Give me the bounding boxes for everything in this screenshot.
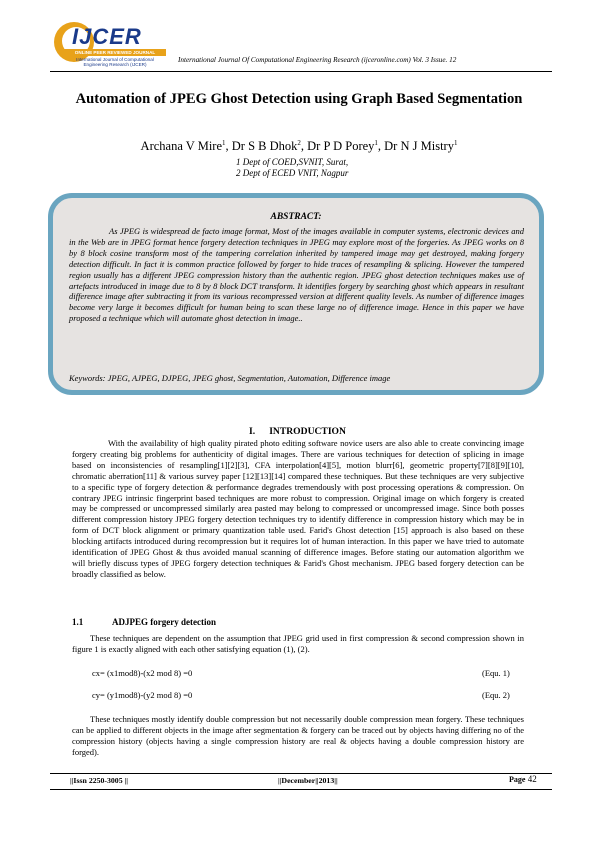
author-name: Dr P D Porey: [307, 139, 375, 154]
equation-2-label: (Equ. 2): [482, 690, 510, 700]
header-divider: [50, 71, 552, 72]
author-separator: ,: [300, 139, 308, 154]
footer-issn: ||Issn 2250-3005 ||: [70, 776, 128, 785]
author-affiliation-marker: 1: [453, 139, 458, 147]
page-label: Page: [509, 775, 526, 784]
abstract-text: As JPEG is widespread de facto image format, Most of the images available in computer systems, electronic devices and in the Web are in JPEG format hence forgery detection techniques in JPEG may explore most of the forgeries. As JPEG works on 8 by 8 block cosine transform most of the tampering correlation inherited by tampered image may get destroyed, making forgery detection difficult. In fact it is common practice followed by forger to hide traces of resampling & splicing. However the tampered region usually has a different JPEG compression history than the authentic region. JPEG ghost detection techniques makes use of artefacts introduced in image due to 8 by 8 block DCT transform. It identifies forgery by searching ghost which appears in resultant difference image after subtracting it from its various recompressed version at different quality levels. As number of difference images become very large it becomes difficult for human being to scan these large no of difference image. Hence in this paper we have proposed a technique which will automate ghost detection in image..: [69, 226, 524, 324]
equation-2: cy= (y1mod8)-(y2 mod 8) =0: [92, 690, 193, 700]
keywords: Keywords: JPEG, AJPEG, DJPEG, JPEG ghost, Segmentation, Automation, Difference image: [69, 373, 391, 383]
footer-date: ||December||2013||: [278, 776, 338, 785]
subsection-title: ADJPEG forgery detection: [112, 617, 216, 627]
abstract-heading: ABSTRACT:: [270, 212, 322, 222]
footer-divider-top: [50, 773, 552, 774]
author-separator: ,: [377, 139, 385, 154]
logo-tagline: ONLINE PEER REVIEWED JOURNAL: [64, 49, 166, 56]
subsection-heading: [72, 617, 216, 627]
affiliation-2: 2 Dept of ECED VNIT, Nagpur: [236, 168, 349, 178]
journal-header: International Journal Of Computational Engineering Research (ijceronline.com) Vol. 3 Issue. 12: [178, 56, 457, 64]
double-compression-paragraph: These techniques mostly identify double compression but not necessarily double compression mean forgery. These techniques can be applied to different objects in the image after segmentation & forgery can be traced out by objects having differing no of the compression history (objects having a single compression history are real & objects having a double compression history are forged).: [72, 714, 524, 757]
author-separator: ,: [225, 139, 232, 154]
introduction-paragraph: With the availability of high quality pirated photo editing software novice users are also able to create convincing image forgery creating big problems for authenticity of digital images. There are various techniques for detection of splicing in image based on inconsistencies of resampling[1][2][3], CFA interpolation[4][5], motion blurr[6], geometric property[7][8][9][10], chromatic aberration[11] & various survey paper [12][13][14] compared these techniques. But these techniques are very subjective to a specific type of forgery detection & performance degrades tremendously with post processing operations & compression. On contrary JPEG intrinsic fingerprint based techniques are more robust to compression. Original image on which forgery is created may be compressed or uncompressed similarly area pasted may belong to compressed or uncompressed image. Since both posses different compression history JPEG forgery detection techniques try to identify difference in compression history which may be in form of DCT block alignment or primary quantization table used. Farid's Ghost detection [15] approach is also based on these blocking artifacts introduced during recompression but it requires lot of human interaction. In this paper we have tried to automate identification of JPEG Ghost & thus avoided manual scanning of difference images. Before stating our automation algorithm we will briefly discuss types of JPEG forgery detection techniques & Farid's Ghost mechanism. JPEG based forgery detection can be broadly classified as below.: [72, 438, 524, 579]
abstract-box: [48, 193, 544, 395]
adjpeg-paragraph: These techniques are dependent on the assumption that JPEG grid used in first compression & second compression shown in figure 1 is exactly aligned with each other satisfying equation (1), (2).: [72, 633, 524, 654]
equation-1-label: (Equ. 1): [482, 668, 510, 678]
author-name: Archana V Mire: [140, 139, 223, 154]
author-name: Dr N J Mistry: [384, 139, 454, 154]
section-title: INTRODUCTION: [269, 426, 346, 437]
page-number: 42: [527, 774, 537, 784]
author-affiliation-marker: 1: [374, 139, 378, 147]
journal-logo: [50, 18, 170, 70]
logo-name: IJCER: [72, 24, 142, 49]
author-list: [60, 139, 538, 154]
equation-1: cx= (x1mod8)-(x2 mod 8) =0: [92, 668, 193, 678]
section-number: I.: [249, 426, 256, 437]
author-affiliation-marker: 1: [222, 139, 226, 147]
affiliation-1: 1 Dept of COED,SVNIT, Surat,: [236, 157, 349, 167]
logo-subtitle: International Journal of Computational Engineering Research (IJCER): [76, 57, 154, 68]
author-name: Dr S B Dhok: [231, 139, 298, 154]
footer-page-number: [509, 774, 537, 784]
subsection-number: 1.1: [72, 617, 84, 627]
author-affiliation-marker: 2: [297, 139, 301, 147]
paper-title: Automation of JPEG Ghost Detection using Graph Based Segmentation: [75, 91, 523, 107]
section-heading-introduction: [0, 426, 595, 437]
footer-divider-bottom: [50, 789, 552, 790]
